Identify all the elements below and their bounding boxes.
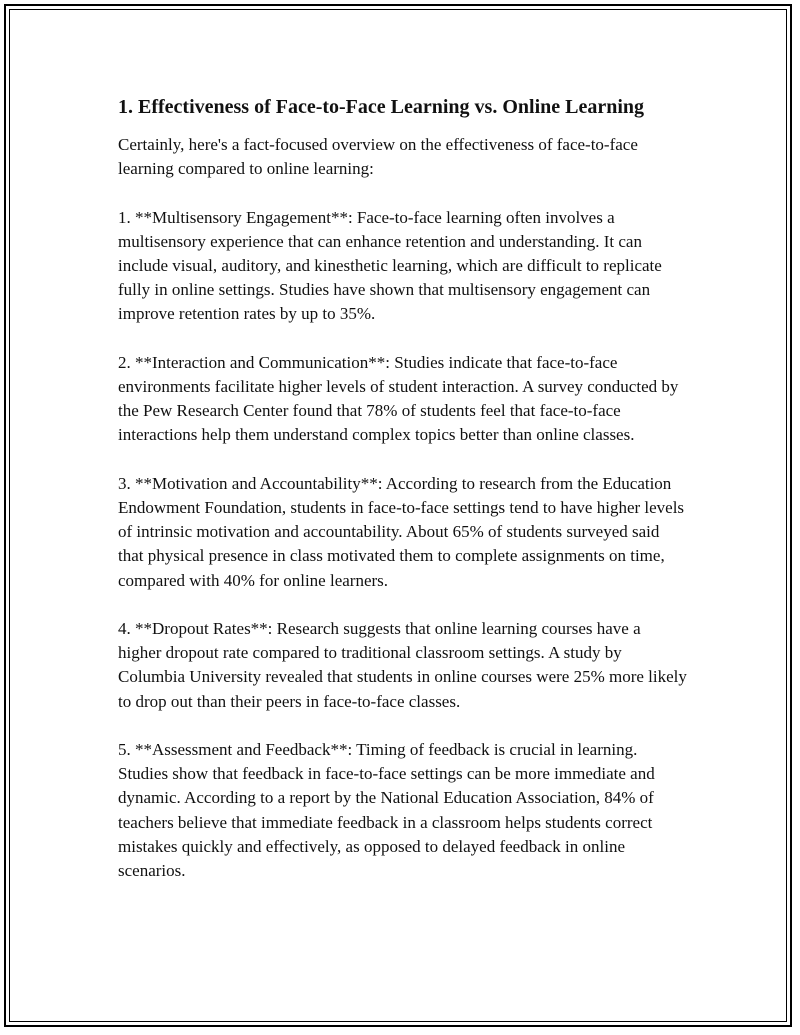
document-title: 1. Effectiveness of Face-to-Face Learning vs. Online Learning (118, 96, 645, 118)
point-dropout-rates: 4. **Dropout Rates**: Research suggests that online learning courses have a higher dropout rate compared to traditional classroom settings. A study by Columbia University revealed that students in online courses were 25% more likely to drop out than their peers in face-to-face classes. (118, 619, 687, 711)
point-multisensory-engagement: 1. **Multisensory Engagement**: Face-to-face learning often involves a multisensory experience that can enhance retention and understanding. It can include visual, auditory, and kinesthetic learning, which are difficult to replicate fully in online settings. Studies have shown that multisensory engagement can improve retention rates by up to 35%. (118, 207, 662, 324)
point-assessment-feedback: 5. **Assessment and Feedback**: Timing of feedback is crucial in learning. Studies show that feedback in face-to-face settings can be more immediate and dynamic. According to a report by the National Education Association, 84% of teachers believe that immediate feedback in a classroom helps students correct mistakes quickly and effectively, as opposed to delayed feedback in online scenarios. (118, 740, 655, 881)
intro-paragraph: Certainly, here's a fact-focused overview on the effectiveness of face-to-face learning compared to online learning: (118, 135, 638, 179)
point-motivation-accountability: 3. **Motivation and Accountability**: According to research from the Education Endowment Foundation, students in face-to-face settings tend to have higher levels of intrinsic motivation and accountability. About 65% of students surveyed said that physical presence in class motivated them to complete assignments on time, compared with 40% for online learners. (118, 473, 685, 590)
document-body (118, 94, 688, 883)
point-interaction-communication: 2. **Interaction and Communication**: Studies indicate that face-to-face environments facilitate higher levels of student interaction. A survey conducted by the Pew Research Center found that 78% of students feel that face-to-face interactions help them understand complex topics better than online classes. (118, 352, 679, 445)
